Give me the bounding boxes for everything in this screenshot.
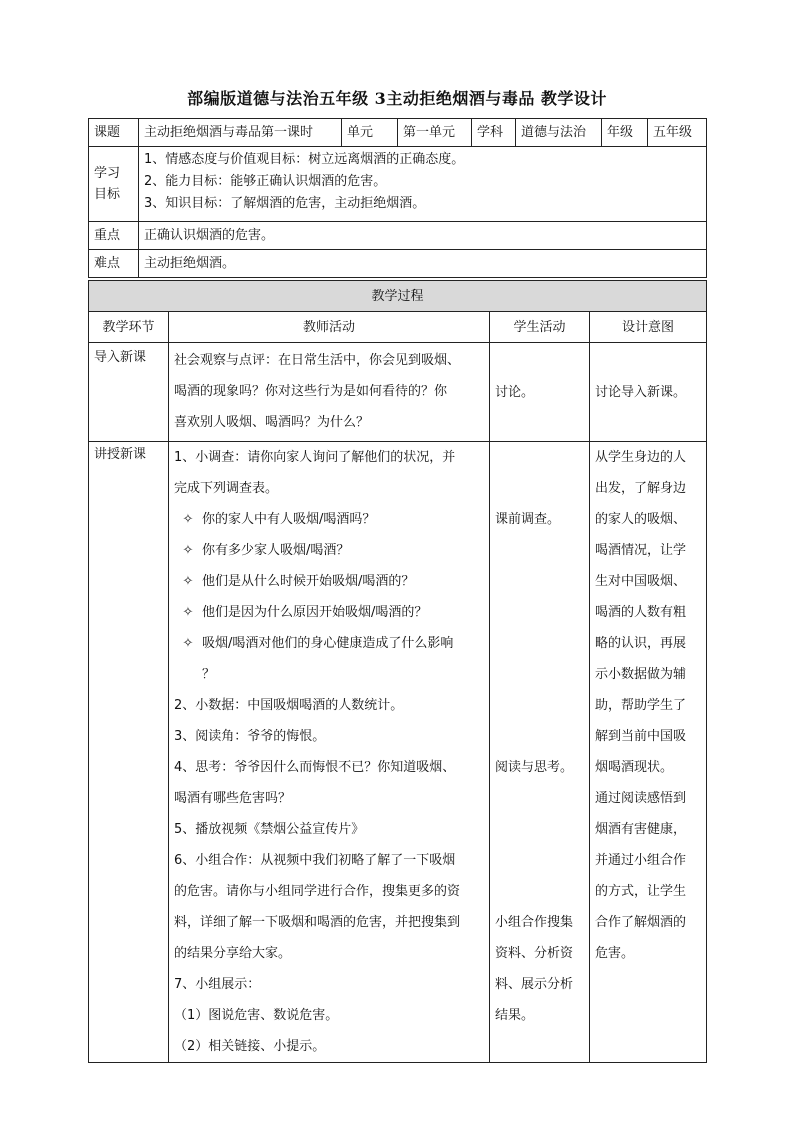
difficulty-label: 难点 xyxy=(89,250,139,278)
sparkle-bullet-icon: ✧ xyxy=(182,574,194,589)
survey-question xyxy=(174,566,489,597)
student-line: 资料、分析资 xyxy=(495,946,574,961)
grade-value: 五年级 xyxy=(648,119,707,147)
goal-item: 2、能力目标：能够正确认识烟酒的危害。 xyxy=(144,174,387,189)
subject-label: 学科 xyxy=(472,119,516,147)
design-line: 喝酒情况，让学 xyxy=(595,543,687,558)
teacher-line: 的危害。请你与小组同学进行合作，搜集更多的资 xyxy=(174,884,461,899)
goals-list xyxy=(139,147,707,222)
teacher-line: 料，详细了解一下吸烟和喝酒的危害，并把搜集到 xyxy=(174,915,461,930)
teacher-line: （2）相关链接、小提示。 xyxy=(174,1039,326,1054)
spacer xyxy=(495,442,589,504)
teaching-process-table xyxy=(88,280,707,1063)
teacher-line: 完成下列调查表。 xyxy=(174,481,279,496)
goal-item: 1、情感态度与价值观目标：树立远离烟酒的正确态度。 xyxy=(144,152,465,167)
teacher-line: 喜欢别人吸烟、喝酒吗？为什么？ xyxy=(174,415,370,430)
design-line: 通过阅读感悟到 xyxy=(595,791,687,806)
teacher-line: 2、小数据：中国吸烟喝酒的人数统计。 xyxy=(174,698,404,713)
spacer xyxy=(495,535,589,752)
student-line: 课前调查。 xyxy=(495,512,561,527)
lesson-info-table xyxy=(88,118,707,278)
lesson-design-intent xyxy=(590,442,707,1063)
sparkle-bullet-icon: ✧ xyxy=(182,636,194,651)
design-line: 助，帮助学生了 xyxy=(595,698,687,713)
design-line: 烟酒有害健康， xyxy=(595,822,687,837)
subject-value: 道德与法治 xyxy=(516,119,602,147)
col-header-stage: 教学环节 xyxy=(89,312,169,343)
teacher-line: 社会观察与点评：在日常生活中，你会见到吸烟、 xyxy=(174,353,461,368)
design-line: 合作了解烟酒的 xyxy=(595,915,687,930)
grade-label: 年级 xyxy=(602,119,648,147)
document-title: 部编版道德与法治五年级 3主动拒绝烟酒与毒品 教学设计 xyxy=(187,89,607,108)
survey-question xyxy=(174,504,489,535)
lesson-stage: 讲授新课 xyxy=(89,442,169,1063)
intro-teacher-activity xyxy=(169,343,490,442)
design-line: 解到当前中国吸 xyxy=(595,729,687,744)
goal-item: 3、知识目标：了解烟酒的危害，主动拒绝烟酒。 xyxy=(144,196,426,211)
lesson-student-activity xyxy=(490,442,590,1063)
spacer xyxy=(495,783,589,907)
survey-question-text: 你有多少家人吸烟/喝酒？ xyxy=(202,543,350,558)
design-line: 生对中国吸烟、 xyxy=(595,574,687,589)
sparkle-bullet-icon: ✧ xyxy=(182,512,194,527)
student-line: 阅读与思考。 xyxy=(495,760,574,775)
survey-question xyxy=(174,628,489,659)
sparkle-bullet-icon: ✧ xyxy=(182,605,194,620)
design-line: 危害。 xyxy=(595,946,635,961)
survey-question xyxy=(174,597,489,628)
survey-question-text: 你的家人中有人吸烟/喝酒吗？ xyxy=(202,512,376,527)
goals-label-line2: 目标 xyxy=(94,187,121,202)
col-header-design: 设计意图 xyxy=(590,312,707,343)
col-header-student: 学生活动 xyxy=(490,312,590,343)
process-section-title: 教学过程 xyxy=(89,281,707,312)
student-line: 料、展示分析 xyxy=(495,977,574,992)
teacher-line: 喝酒的现象吗？你对这些行为是如何看待的？你 xyxy=(174,384,448,399)
goals-label xyxy=(89,147,139,222)
design-line: 的家人的吸烟、 xyxy=(595,512,687,527)
design-line: 出发，了解身边 xyxy=(595,481,687,496)
design-line: 烟喝酒现状。 xyxy=(595,760,674,775)
design-line: 示小数据做为辅 xyxy=(595,667,687,682)
lesson-teacher-activity xyxy=(169,442,490,1063)
teacher-line: 的结果分享给大家。 xyxy=(174,946,292,961)
teacher-line: 3、阅读角：爷爷的悔恨。 xyxy=(174,729,326,744)
unit-value: 第一单元 xyxy=(398,119,472,147)
teacher-line: 4、思考：爷爷因什么而悔恨不已？你知道吸烟、 xyxy=(174,760,456,775)
unit-label: 单元 xyxy=(342,119,398,147)
key-point-label: 重点 xyxy=(89,222,139,250)
survey-question-text: 吸烟/喝酒对他们的身心健康造成了什么影响 xyxy=(202,636,454,651)
key-point-value: 正确认识烟酒的危害。 xyxy=(139,222,707,250)
survey-question-continuation: ？ xyxy=(202,667,216,682)
lesson-row xyxy=(89,442,707,1063)
intro-design-intent: 讨论导入新课。 xyxy=(590,343,707,442)
intro-stage: 导入新课 xyxy=(89,343,169,442)
survey-question-text: 他们是因为什么原因开始吸烟/喝酒的？ xyxy=(202,605,428,620)
intro-student-activity: 讨论。 xyxy=(490,343,590,442)
design-line: 的方式，让学生 xyxy=(595,884,687,899)
survey-question xyxy=(174,535,489,566)
goals-label-line1: 学习 xyxy=(94,166,121,181)
design-line: 略的认识，再展 xyxy=(595,636,687,651)
student-line: 结果。 xyxy=(495,1008,535,1023)
design-line: 并通过小组合作 xyxy=(595,853,687,868)
intro-row xyxy=(89,343,707,442)
survey-question-text: 他们是从什么时候开始吸烟/喝酒的？ xyxy=(202,574,415,589)
sparkle-bullet-icon: ✧ xyxy=(182,543,194,558)
design-line: 喝酒的人数有粗 xyxy=(595,605,687,620)
teacher-line: 7、小组展示： xyxy=(174,977,261,992)
teacher-line: 1、小调查：请你向家人询问了解他们的状况，并 xyxy=(174,450,456,465)
design-line: 从学生身边的人 xyxy=(595,450,687,465)
teacher-line: 喝酒有哪些危害吗？ xyxy=(174,791,292,806)
topic-value: 主动拒绝烟酒与毒品第一课时 xyxy=(139,119,342,147)
teacher-line: 5、播放视频《禁烟公益宣传片》 xyxy=(174,822,365,837)
teacher-line: （1）图说危害、数说危害。 xyxy=(174,1008,339,1023)
col-header-teacher: 教师活动 xyxy=(169,312,490,343)
student-line: 小组合作搜集 xyxy=(495,915,574,930)
difficulty-value: 主动拒绝烟酒。 xyxy=(139,250,707,278)
topic-label: 课题 xyxy=(89,119,139,147)
teacher-line: 6、小组合作：从视频中我们初略了解了一下吸烟 xyxy=(174,853,456,868)
